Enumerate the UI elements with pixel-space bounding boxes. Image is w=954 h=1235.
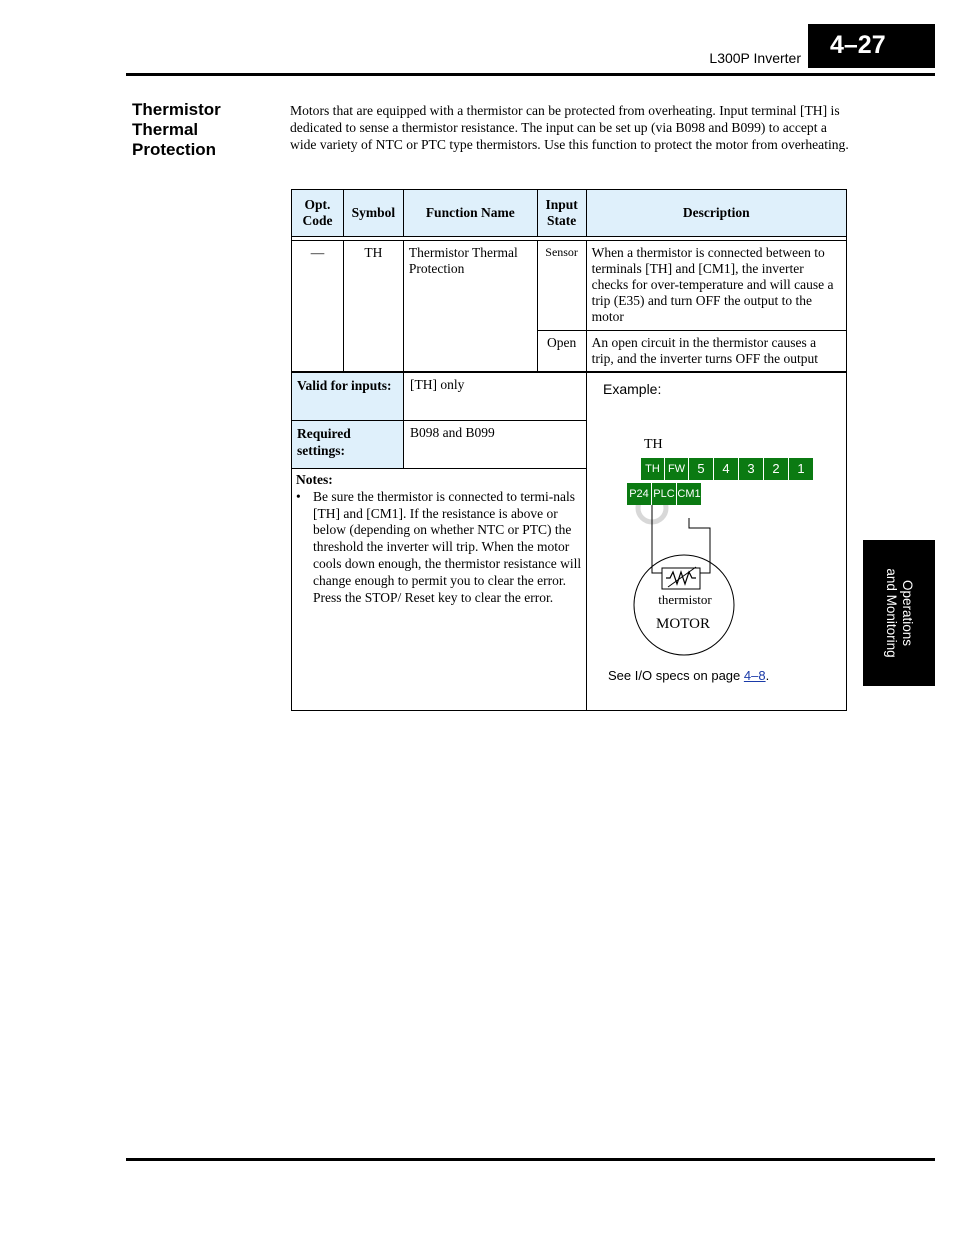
cell-description-open: An open circuit in the thermistor causes a trip, and the inverter turns OFF the output <box>586 331 846 372</box>
notes-label: Notes: <box>296 472 333 487</box>
terminal-th: TH <box>641 458 665 480</box>
terminal-1: 1 <box>789 458 814 480</box>
terminal-2: 2 <box>764 458 789 480</box>
page-number: 4–27 <box>808 24 935 68</box>
cell-state-open: Open <box>537 331 586 372</box>
valid-for-value: [TH] only <box>404 373 586 421</box>
table-row <box>292 241 847 331</box>
running-header-title: L300P Inverter <box>709 50 801 66</box>
terminal-4: 4 <box>714 458 739 480</box>
terminal-fw: FW <box>665 458 689 480</box>
io-specs-link[interactable]: 4–8 <box>743 668 766 683</box>
section-heading <box>132 100 282 160</box>
list-item: • Be sure the thermistor is connected to termi-nals [TH] and [CM1]. If the resistance is above or below (depending on whether NTC or PTC) the threshold the inverter will trip. When the motor cools down enough, the thermistor resistance will change enough to permit you to clear the error. Press the STOP/ Reset key to clear the error. <box>296 488 582 605</box>
cell-description-sensor: When a thermistor is connected between to terminals [TH] and [CM1], the inverter checks for over-temperature and will cause a trip (E35) and turn OFF the output to the motor <box>586 241 846 331</box>
cell-symbol: TH <box>343 241 403 372</box>
valid-for-label: Valid for inputs: <box>292 373 404 421</box>
motor-label: MOTOR <box>656 616 710 632</box>
side-tab-line1: Operations <box>900 579 915 647</box>
header-rule <box>126 73 935 76</box>
section-heading-line3: Protection <box>132 140 217 159</box>
header-input-state: Input State <box>537 190 586 237</box>
required-settings-label: Required settings: <box>292 421 404 469</box>
th-label: TH <box>644 437 663 452</box>
header-description: Description <box>586 190 846 237</box>
section-heading-line2: Thermal <box>132 120 199 139</box>
cell-opt-code: — <box>292 241 344 372</box>
io-specs-note: See I/O specs on page 4–8. <box>608 668 770 683</box>
terminal-5: 5 <box>689 458 714 480</box>
section-heading-line1: Thermistor <box>132 100 221 119</box>
notes <box>296 472 582 606</box>
table-header-row <box>292 190 847 237</box>
footer-rule <box>126 1158 935 1161</box>
cell-function-name: Thermistor Thermal Protection <box>403 241 537 372</box>
chapter-side-tab <box>863 540 935 686</box>
header-opt-code: Opt. Code <box>292 190 344 237</box>
details-divider <box>586 372 587 711</box>
thermistor-label: thermistor <box>658 592 712 607</box>
terminal-3: 3 <box>739 458 764 480</box>
header-symbol: Symbol <box>343 190 403 237</box>
note-text: Be sure the thermistor is connected to termi-nals [TH] and [CM1]. If the resistance is above or below (depending on whether NTC or PTC) the threshold the inverter will trip. When the motor cools down enough, the thermistor resistance will change enough to permit you to clear the error. Press the STOP/ Reset key to clear the error. <box>313 488 582 605</box>
terminal-cm1: CM1 <box>677 483 702 505</box>
intro-paragraph: Motors that are equipped with a thermistor can be protected from overheating. Input terminal [TH] is dedicated to sense a thermistor resistance. The input can be set up (via B098 and B099) to accept a wide variety of NTC or PTC type thermistors. Use this function to protect the motor from overheating. <box>290 103 849 152</box>
cell-state-sensor: Sensor <box>537 241 586 331</box>
example-label: Example: <box>603 381 662 397</box>
side-tab-line2: and Monitoring <box>884 568 899 658</box>
required-settings-value: B098 and B099 <box>404 421 586 469</box>
terminal-p24: P24 <box>627 483 652 505</box>
header-function-name: Function Name <box>403 190 537 237</box>
wire-cm1 <box>689 518 710 573</box>
function-table <box>291 189 847 372</box>
terminal-plc: PLC <box>652 483 677 505</box>
